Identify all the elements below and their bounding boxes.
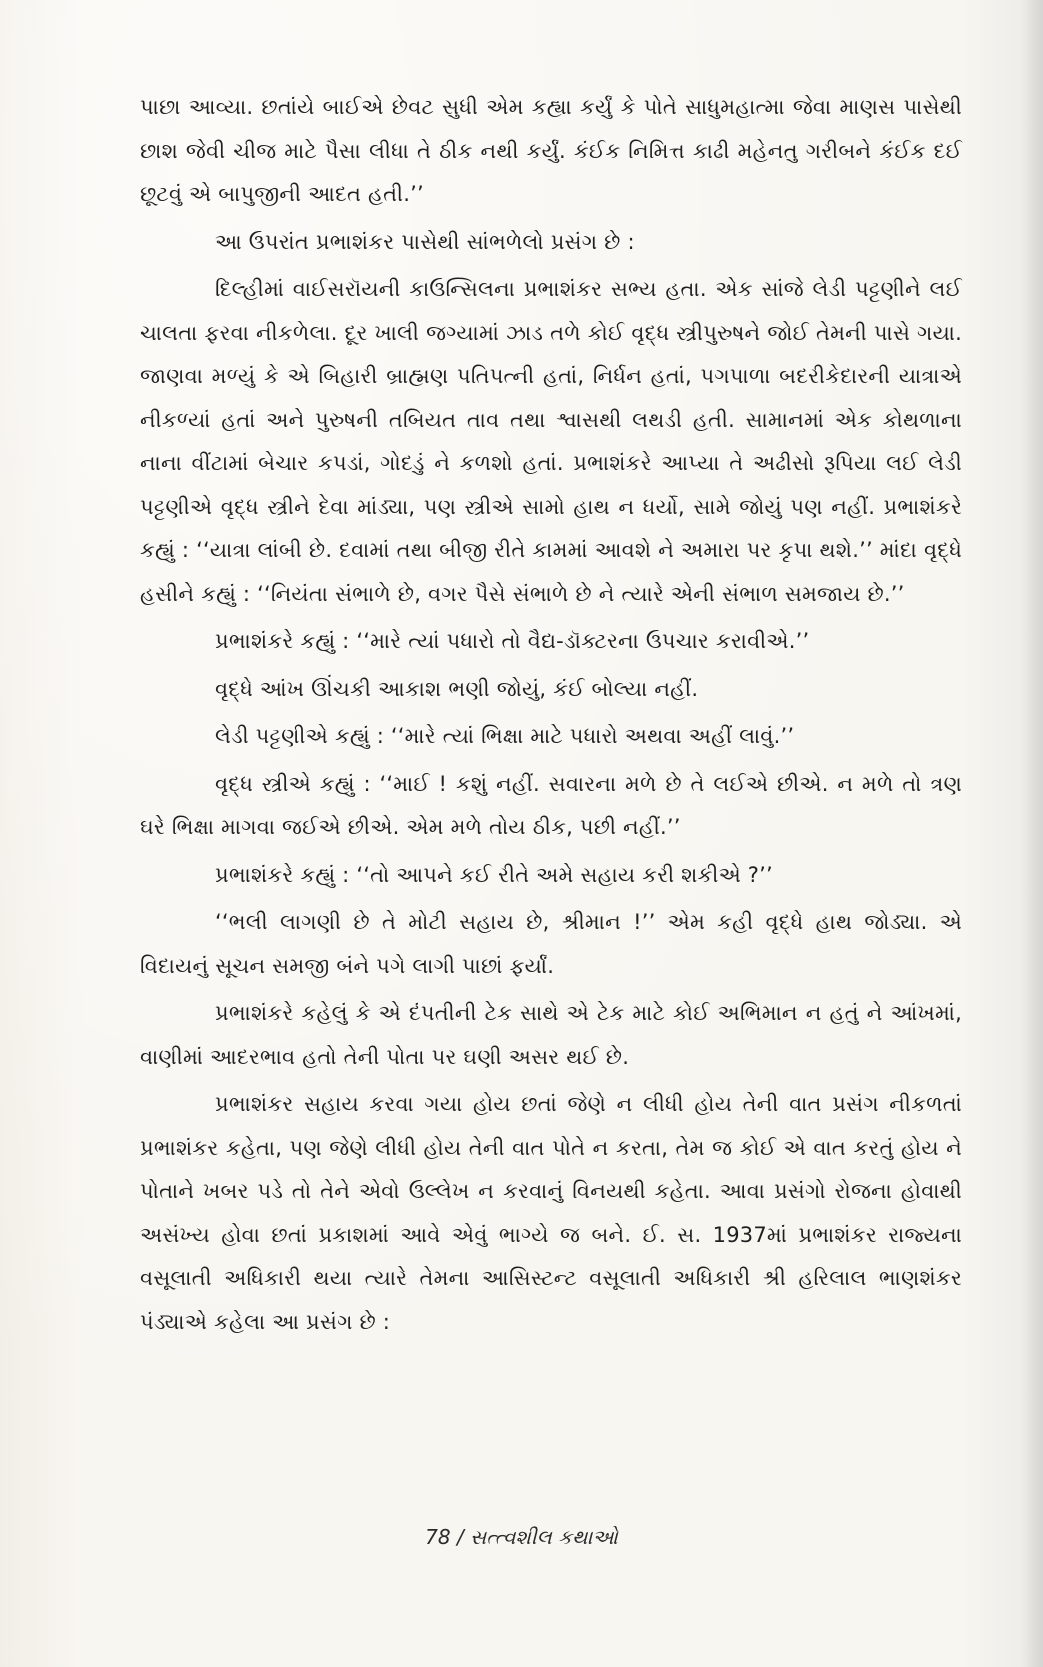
paragraph-11: પ્રભાશંકર સહાય કરવા ગયા હોય છતાં જેણે ન લીધી હોય તેની વાત પ્રસંગ નીકળતાં પ્રભાશંકર કહેતા, પણ જેણે લીધી હોય તેની વાત પોતે ન કરતા, તેમ જ કોઈ એ વાત કરતું હોય ને પોતાને ખબર પડે તો તેને એવો ઉલ્લેખ ન કરવાનું વિનયથી કહેતા. આવા પ્રસંગો રોજના હોવાથી અસંખ્ય હોવા છતાં પ્રકાશમાં આવે એવું ભાગ્યે જ બને. ઈ. સ. 1937માં પ્રભાશંકર રાજ્યના વસૂલાતી અધિકારી થયા ત્યારે તેમના આસિસ્ટન્ટ વસૂલાતી અધિકારી શ્રી હરિલાલ ભાણશંકર પંડ્યાએ કહેલા આ પ્રસંગ છે : [140, 1092, 962, 1334]
paragraph-3: દિલ્હીમાં વાઈસરૉયની કાઉન્સિલના પ્રભાશંકર સભ્ય હતા. એક સાંજે લેડી પટ્ટણીને લઈ ચાલતા ફરવા નીકળેલા. દૂર ખાલી જગ્યામાં ઝાડ તળે કોઈ વૃદ્ધ સ્ત્રીપુરુષને જોઈ તેમની પાસે ગયા. જાણવા મળ્યું કે એ બિહારી બ્રાહ્મણ પતિપત્ની હતાં, નિર્ધન હતાં, પગપાળા બદરીકેદારની યાત્રાએ નીકળ્યાં હતાં અને પુરુષની તબિયત તાવ તથા શ્વાસથી લથડી હતી. સામાનમાં એક કોથળાના નાના વીંટામાં બેચાર કપડાં, ગોદડું ને કળશો હતાં. પ્રભાશંકરે આપ્યા તે અઢીસો રૂપિયા લઈ લેડી પટ્ટણીએ વૃદ્ધ સ્ત્રીને દેવા માંડ્યા, પણ સ્ત્રીએ સામો હાથ ન ધર્યો, સામે જોયું પણ નહીં. પ્રભાશંકરે કહ્યું : ‘‘યાત્રા લાંબી છે. દવામાં તથા બીજી રીતે કામમાં આવશે ને અમારા પર કૃપા થશે.’’ માંદા વૃદ્ધે હસીને કહ્યું : ‘‘નિયંતા સંભાળે છે, વગર પૈસે સંભાળે છે ને ત્યારે એની સંભાળ સમજાય છે.’’ [140, 277, 962, 606]
paragraph-4: પ્રભાશંકરે કહ્યું : ‘‘મારે ત્યાં પધારો તો વૈદ્ય-ડૉક્ટરના ઉપચાર કરાવીએ.’’ [215, 629, 810, 653]
paragraph-5: વૃદ્ધે આંખ ઊંચકી આકાશ ભણી જોયું, કંઈ બોલ્યા નહીં. [215, 676, 699, 701]
page-spine-shadow [1021, 0, 1043, 1667]
paragraph-6: લેડી પટ્ટણીએ કહ્યું : ‘‘મારે ત્યાં ભિક્ષા માટે પધારો અથવા અહીં લાવું.’’ [215, 724, 795, 748]
paragraph-8: પ્રભાશંકરે કહ્યું : ‘‘તો આપને કઈ રીતે અમે સહાય કરી શકીએ ?’’ [215, 862, 773, 887]
paragraph-1: પાછા આવ્યા. છતાંયે બાઈએ છેવટ સુધી એમ કહ્યા કર્યું કે પોતે સાધુમહાત્મા જેવા માણસ પાસેથી છાશ જેવી ચીજ માટે પૈસા લીધા તે ઠીક નથી કર્યું. કંઈક નિમિત્ત કાઢી મહેનતુ ગરીબને કંઈક દઈ છૂટવું એ બાપુજીની આદત હતી.’’ [140, 95, 962, 206]
page-footer: 78 / સત્ત્વશીલ કથાઓ [425, 1525, 618, 1549]
paragraph-2: આ ઉપરાંત પ્રભાશંકર પાસેથી સાંભળેલો પ્રસંગ છે : [215, 229, 635, 254]
paragraph-10: પ્રભાશંકરે કહેલું કે એ દંપતીની ટેક સાથે એ ટેક માટે કોઈ અભિમાન ન હતું ને આંખમાં, વાણીમાં આદરભાવ હતો તેની પોતા પર ઘણી અસર થઈ છે. [140, 1001, 962, 1069]
body-text [140, 86, 962, 1344]
paragraph-7: વૃદ્ધ સ્ત્રીએ કહ્યું : ‘‘માઈ ! કશું નહીં. સવારના મળે છે તે લઈએ છીએ. ન મળે તો ત્રણ ઘરે ભિક્ષા માગવા જઈએ છીએ. એમ મળે તોય ઠીક, પછી નહીં.’’ [140, 771, 962, 839]
paragraph-9: ‘‘ભલી લાગણી છે તે મોટી સહાય છે, શ્રીમાન !’’ એમ કહી વૃદ્ધે હાથ જોડ્યા. એ વિદાયનું સૂચન સમજી બંને પગે લાગી પાછાં ફર્યાં. [140, 910, 962, 978]
